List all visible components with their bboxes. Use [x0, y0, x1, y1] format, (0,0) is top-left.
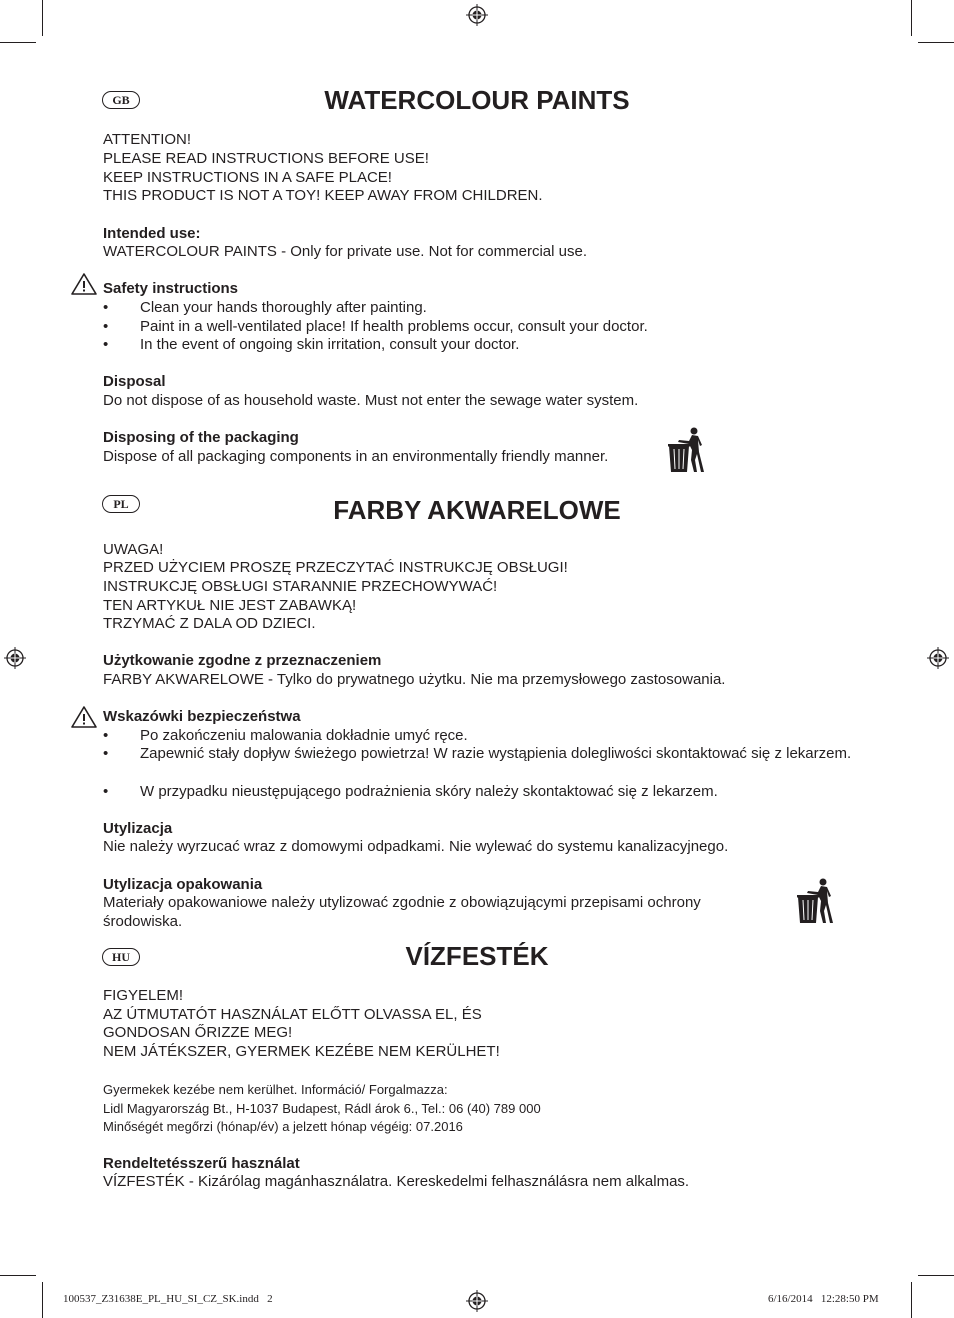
attention-line: NEM JÁTÉKSZER, GYERMEK KEZÉBE NEM KERÜLHET!	[103, 1043, 500, 1060]
section-title-pl: FARBY AKWARELOWE	[333, 495, 621, 525]
tidyman-recycle-bin-icon	[667, 426, 705, 474]
distributor-line: Gyermekek kezébe nem kerülhet. Információ/ Forgalmazza:	[103, 1082, 448, 1097]
safety-heading: Safety instructions	[103, 280, 239, 297]
intended-use-text: WATERCOLOUR PAINTS - Only for private use. Not for commercial use.	[103, 243, 587, 260]
packaging-text: Materiały opakowaniowe należy utylizować zgodnie z obowiązującymi przepisami ochrony	[103, 894, 701, 911]
bullet: •	[103, 745, 109, 762]
packaging-text: środowiska.	[103, 913, 183, 930]
crop-mark	[0, 42, 36, 43]
intended-use-heading: Użytkowanie zgodne z przeznaczeniem	[103, 652, 382, 669]
attention-line: ATTENTION!	[103, 131, 192, 148]
crop-mark	[918, 42, 954, 43]
attention-line: TRZYMAĆ Z DALA OD DZIECI.	[103, 615, 316, 632]
registration-mark-icon	[4, 647, 26, 669]
disposal-text: Nie należy wyrzucać wraz z domowymi odpadkami. Nie wylewać do systemu kanalizacyjnego.	[103, 838, 729, 855]
attention-line: INSTRUKCJĘ OBSŁUGI STARANNIE PRZECHOWYWAĆ!	[103, 578, 498, 595]
language-badge-gb: GB	[102, 91, 140, 109]
intended-use-text: FARBY AKWARELOWE - Tylko do prywatnego użytku. Nie ma przemysłowego zastosowania.	[103, 671, 726, 688]
crop-mark	[911, 1282, 912, 1318]
attention-line: TEN ARTYKUŁ NIE JEST ZABAWKĄ!	[103, 597, 357, 614]
bullet: •	[103, 783, 109, 800]
intended-use-heading: Rendeltetésszerű használat	[103, 1155, 300, 1172]
packaging-heading: Disposing of the packaging	[103, 429, 299, 446]
packaging-text: Dispose of all packaging components in an environmentally friendly manner.	[103, 448, 609, 465]
attention-line: THIS PRODUCT IS NOT A TOY! KEEP AWAY FROM CHILDREN.	[103, 187, 543, 204]
section-title-hu: VÍZFESTÉK	[405, 941, 549, 971]
packaging-heading: Utylizacja opakowania	[103, 876, 263, 893]
footer-file-name: 100537_Z31638E_PL_HU_SI_CZ_SK.indd 2	[63, 1293, 273, 1305]
section-title-gb: WATERCOLOUR PAINTS	[324, 85, 630, 115]
warning-triangle-icon	[70, 272, 98, 296]
safety-heading: Wskazówki bezpieczeństwa	[103, 708, 301, 725]
attention-line: AZ ÚTMUTATÓT HASZNÁLAT ELŐTT OLVASSA EL, ÉS	[103, 1006, 482, 1023]
distributor-line: Lidl Magyarország Bt., H-1037 Budapest, Rádl árok 6., Tel.: 06 (40) 789 000	[103, 1101, 541, 1116]
language-badge-hu: HU	[102, 948, 140, 966]
registration-mark-icon	[927, 647, 949, 669]
intended-use-heading: Intended use:	[103, 225, 201, 242]
bullet: •	[103, 318, 109, 335]
bullet: •	[103, 336, 109, 353]
bullet: •	[103, 299, 109, 316]
footer-timestamp: 6/16/2014 12:28:50 PM	[768, 1293, 879, 1305]
attention-line: GONDOSAN ŐRIZZE MEG!	[103, 1024, 293, 1041]
distributor-line: Minőségét megőrzi (hónap/év) a jelzett hónap végéig: 07.2016	[103, 1119, 463, 1134]
attention-line: PRZED UŻYCIEM PROSZĘ PRZECZYTAĆ INSTRUKCJĘ OBSŁUGI!	[103, 559, 568, 576]
disposal-heading: Disposal	[103, 373, 166, 390]
bullet: •	[103, 727, 109, 744]
disposal-text: Do not dispose of as household waste. Must not enter the sewage water system.	[103, 392, 639, 409]
registration-mark-icon	[466, 4, 488, 26]
crop-mark	[911, 0, 912, 36]
intended-use-text: VÍZFESTÉK - Kizárólag magánhasználatra. Kereskedelmi felhasználásra nem alkalmas.	[103, 1173, 690, 1190]
crop-mark	[918, 1275, 954, 1276]
attention-line: KEEP INSTRUCTIONS IN A SAFE PLACE!	[103, 169, 392, 186]
crop-mark	[0, 1275, 36, 1276]
crop-mark	[42, 0, 43, 36]
attention-line: UWAGA!	[103, 541, 164, 558]
tidyman-recycle-bin-icon	[796, 877, 834, 925]
registration-mark-icon	[466, 1290, 488, 1312]
language-badge-pl: PL	[102, 495, 140, 513]
attention-line: PLEASE READ INSTRUCTIONS BEFORE USE!	[103, 150, 429, 167]
attention-line: FIGYELEM!	[103, 987, 184, 1004]
warning-triangle-icon	[70, 705, 98, 729]
crop-mark	[42, 1282, 43, 1318]
disposal-heading: Utylizacja	[103, 820, 173, 837]
